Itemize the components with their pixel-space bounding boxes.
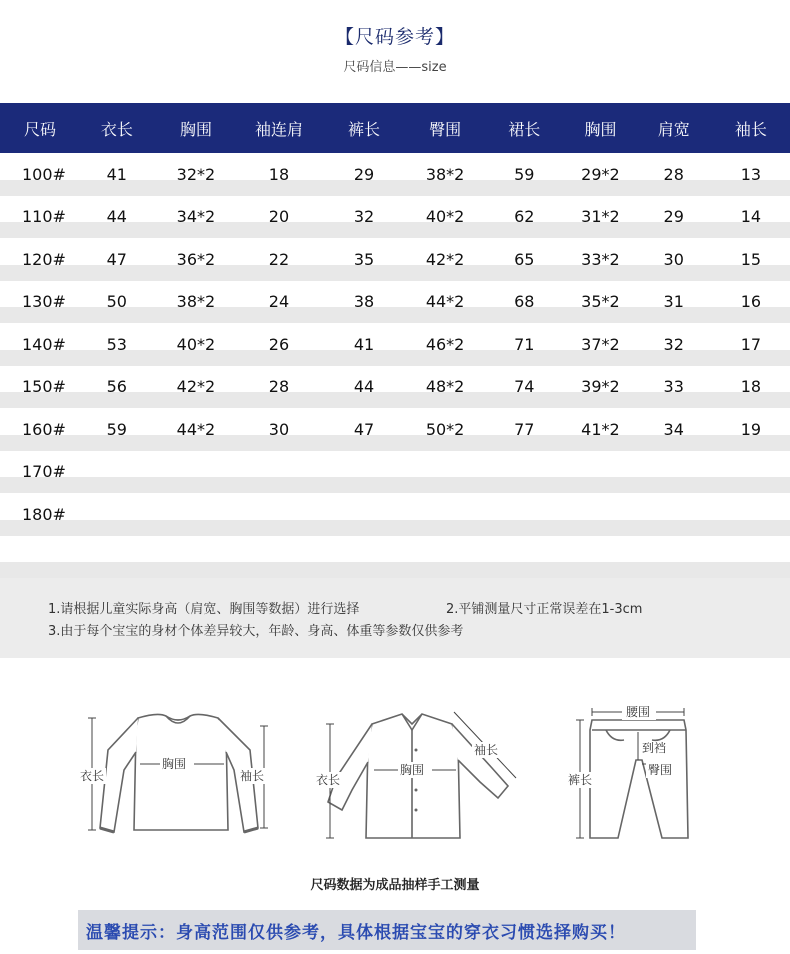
table-header [0, 103, 790, 153]
shirt-chest-label: 胸围 [400, 763, 425, 777]
table-row [0, 536, 790, 579]
table-cell: 34 [663, 419, 684, 439]
size-table [0, 103, 790, 578]
shirt-sleeve-label: 袖长 [474, 743, 499, 757]
table-cell: 42*2 [425, 249, 465, 269]
table-cell: 130# [22, 292, 66, 312]
table-cell: 44 [106, 207, 127, 227]
table-cell: 19 [740, 419, 762, 439]
table-cell: 59 [106, 419, 127, 439]
table-cell: 50 [106, 292, 127, 312]
page-subtitle: 尺码信息——size [343, 60, 447, 75]
table-cell: 31 [663, 292, 684, 312]
measurement-caption: 尺码数据为成品抽样手工测量 [310, 878, 480, 893]
table-cell: 44*2 [176, 419, 216, 439]
table-cell: 37*2 [581, 334, 620, 354]
table-cell: 41*2 [581, 419, 620, 439]
table-cell: 29*2 [581, 164, 620, 184]
table-cell: 44*2 [425, 292, 465, 312]
table-cell: 24 [268, 292, 290, 312]
row-stripe [0, 477, 790, 493]
table-row [0, 196, 790, 239]
table-cell: 59 [514, 164, 535, 184]
table-cell: 160# [22, 419, 66, 439]
table-cell: 13 [740, 164, 762, 184]
table-cell: 20 [268, 207, 290, 227]
pants-crotch-label: 到裆 [642, 741, 667, 755]
table-cell: 100# [22, 164, 66, 184]
pants-diagram [566, 690, 706, 850]
table-cell: 30 [663, 249, 684, 269]
shirt-diagram [312, 690, 532, 850]
sweater-outline-icon [100, 714, 258, 832]
pants-length-label: 裤长 [568, 773, 593, 787]
sweater-sleeve-label: 袖长 [240, 769, 265, 783]
table-cell: 46*2 [425, 334, 465, 354]
table-cell: 33*2 [581, 249, 620, 269]
table-cell: 150# [22, 377, 66, 397]
row-stripe [0, 562, 790, 578]
table-row [0, 281, 790, 324]
table-cell: 38*2 [425, 164, 465, 184]
table-cell: 34*2 [176, 207, 216, 227]
column-header: 胸围 [179, 119, 212, 139]
table-cell: 16 [740, 292, 762, 312]
table-cell: 47 [106, 249, 127, 269]
table-cell: 32*2 [176, 164, 216, 184]
table-cell: 42*2 [176, 377, 216, 397]
table-cell: 35*2 [581, 292, 620, 312]
table-cell: 180# [22, 504, 66, 524]
table-cell: 170# [22, 462, 66, 482]
pants-outline-icon [590, 720, 688, 838]
shirt-length-label: 衣长 [316, 773, 341, 787]
table-cell: 47 [353, 419, 375, 439]
table-cell: 35 [353, 249, 375, 269]
tip-banner: 温馨提示：身高范围仅供参考，具体根据宝宝的穿衣习惯选择购买！ [78, 910, 696, 950]
table-cell: 18 [268, 164, 290, 184]
table-row [0, 323, 790, 366]
table-cell: 40*2 [425, 207, 465, 227]
column-header: 裙长 [508, 119, 541, 139]
table-cell: 26 [268, 334, 290, 354]
pants-waist-label: 腰围 [626, 705, 651, 719]
column-header: 袖长 [734, 119, 767, 139]
table-cell: 30 [268, 419, 290, 439]
note-3: 3.由于每个宝宝的身材个体差异较大，年龄、身高、体重等参数仅供参考 [48, 624, 464, 639]
column-header: 袖连肩 [255, 119, 304, 139]
table-cell: 28 [663, 164, 684, 184]
table-cell: 18 [740, 377, 762, 397]
table-cell: 44 [353, 377, 375, 397]
sweater-length-label: 衣长 [80, 769, 105, 783]
table-cell: 15 [740, 249, 762, 269]
note-2: 2.平铺测量尺寸正常误差在1-3cm [446, 602, 643, 617]
table-cell: 39*2 [581, 377, 620, 397]
table-cell: 48*2 [425, 377, 465, 397]
table-cell: 31*2 [581, 207, 620, 227]
column-header: 裤长 [348, 119, 381, 139]
sweater-diagram [78, 690, 278, 850]
pants-hip-label: 臀围 [648, 763, 673, 777]
table-cell: 77 [514, 419, 535, 439]
table-row [0, 493, 790, 536]
table-cell: 36*2 [176, 249, 216, 269]
table-row [0, 366, 790, 409]
page-title: 【尺码参考】 [334, 26, 455, 48]
table-cell: 41 [353, 334, 375, 354]
table-cell: 14 [740, 207, 762, 227]
column-header: 臀围 [429, 119, 462, 139]
table-cell: 50*2 [425, 419, 465, 439]
table-cell: 41 [106, 164, 127, 184]
sweater-chest-label: 胸围 [162, 757, 187, 771]
table-row [0, 153, 790, 196]
table-cell: 38*2 [176, 292, 216, 312]
column-header: 肩宽 [657, 119, 690, 139]
table-cell: 65 [514, 249, 535, 269]
table-cell: 62 [514, 207, 535, 227]
table-cell: 68 [514, 292, 535, 312]
table-body [0, 153, 790, 578]
table-cell: 110# [22, 207, 66, 227]
table-cell: 32 [663, 334, 684, 354]
table-cell: 71 [514, 334, 535, 354]
table-cell: 32 [353, 207, 375, 227]
column-header: 尺码 [24, 119, 57, 139]
table-row [0, 451, 790, 494]
table-cell: 22 [268, 249, 290, 269]
row-stripe [0, 520, 790, 536]
table-cell: 28 [268, 377, 290, 397]
table-cell: 53 [106, 334, 127, 354]
table-row [0, 408, 790, 451]
table-cell: 29 [353, 164, 375, 184]
note-1: 1.请根据儿童实际身高（肩宽、胸围等数据）进行选择 [48, 602, 360, 617]
table-cell: 40*2 [176, 334, 216, 354]
table-cell: 56 [106, 377, 127, 397]
table-cell: 38 [353, 292, 375, 312]
column-header: 胸围 [584, 119, 617, 139]
table-row [0, 238, 790, 281]
column-header: 衣长 [100, 119, 133, 139]
table-cell: 120# [22, 249, 66, 269]
table-cell: 29 [663, 207, 684, 227]
table-cell: 17 [740, 334, 762, 354]
table-cell: 140# [22, 334, 66, 354]
table-cell: 33 [663, 377, 684, 397]
table-cell: 74 [514, 377, 535, 397]
notes-panel [0, 578, 790, 658]
